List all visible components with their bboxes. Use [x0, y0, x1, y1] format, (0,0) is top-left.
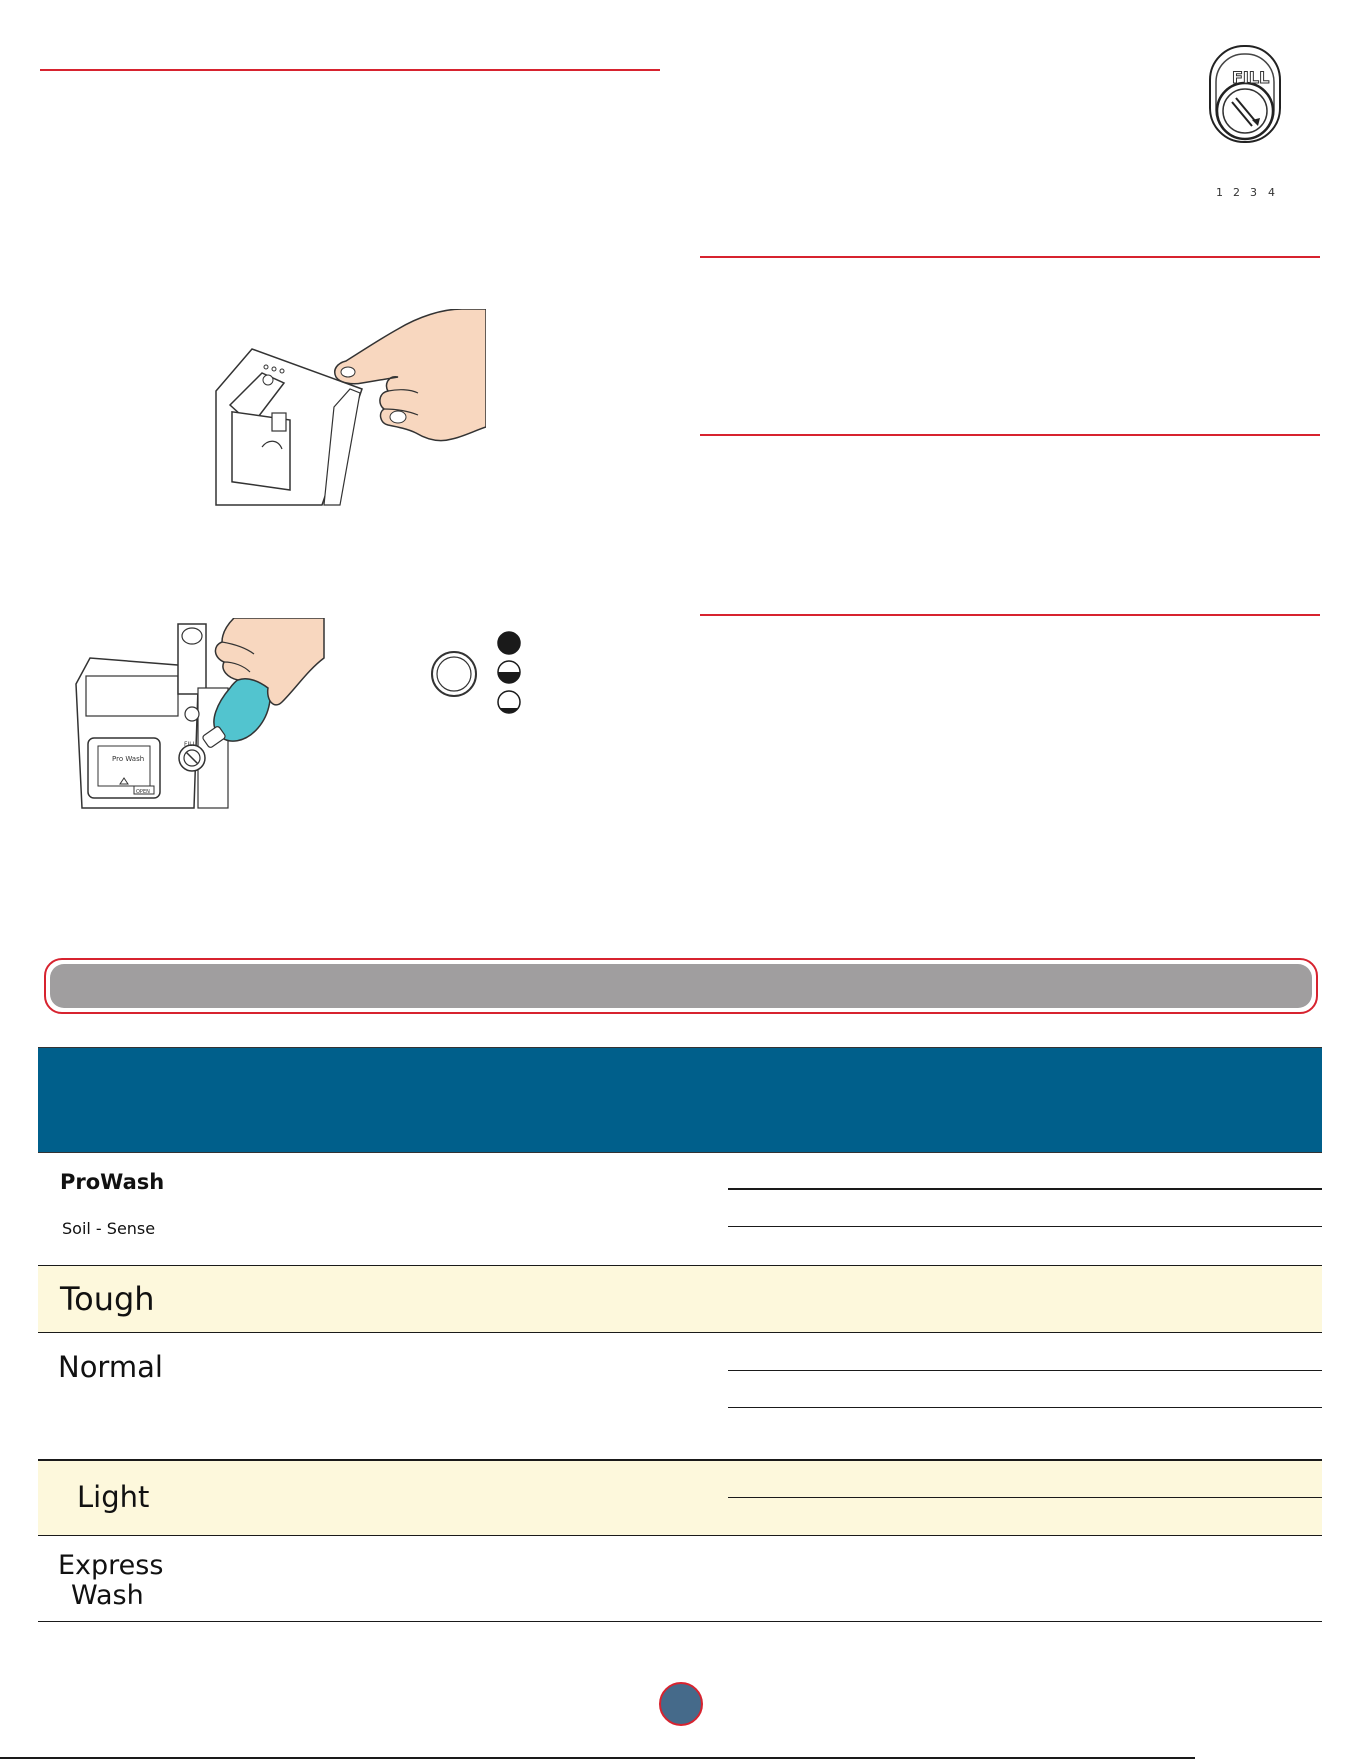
cycle-name-express-line2: Wash	[71, 1580, 144, 1611]
sub-row-divider	[728, 1188, 1322, 1190]
fill-dial-illustration	[1200, 42, 1290, 199]
fill-number-2: 2	[1233, 186, 1240, 199]
page-number-badge	[659, 1682, 703, 1726]
section-rule-top-left	[40, 69, 660, 71]
row-divider	[38, 1265, 1322, 1266]
cycle-name-prowash: ProWash	[60, 1170, 165, 1194]
section-rule-right-3	[700, 614, 1320, 616]
fill-number-3: 3	[1250, 186, 1257, 199]
open-label: OPEN	[136, 789, 150, 795]
cycle-name-normal: Normal	[58, 1350, 163, 1384]
level-full-icon	[498, 632, 520, 654]
sub-row-divider	[728, 1370, 1322, 1371]
cycle-name-light: Light	[77, 1480, 150, 1514]
fill-dial-icon	[1200, 42, 1290, 152]
section-rule-right-2	[700, 434, 1320, 436]
row-divider	[38, 1332, 1322, 1333]
sub-row-divider	[728, 1226, 1322, 1227]
pro-wash-lid-label: Pro Wash	[112, 755, 145, 763]
row-divider	[38, 1459, 1322, 1461]
fill-number-1: 1	[1216, 186, 1223, 199]
fill-dial-label: FILL	[1232, 68, 1270, 87]
cycle-row-tough-bg	[38, 1265, 1322, 1332]
section-rule-right-1	[700, 256, 1320, 258]
cycle-name-express-line1: Express	[58, 1550, 164, 1581]
dispenser-fill-label: FILL	[184, 741, 196, 748]
row-divider	[38, 1535, 1322, 1536]
sub-row-divider	[728, 1497, 1322, 1498]
pouring-rinse-aid-illustration	[70, 618, 330, 818]
sub-row-divider	[728, 1407, 1322, 1408]
section-banner	[44, 958, 1318, 1014]
footer-rule	[0, 1757, 1195, 1759]
rinse-aid-level-indicator	[430, 630, 530, 720]
fill-number-4: 4	[1268, 186, 1275, 199]
cycle-name-soil-sense: Soil - Sense	[62, 1219, 156, 1238]
section-banner-fill	[50, 964, 1312, 1008]
row-divider	[38, 1621, 1322, 1622]
cycle-name-tough: Tough	[60, 1280, 155, 1318]
cycle-table-header	[38, 1047, 1322, 1153]
hand-opening-dispenser-illustration	[212, 309, 486, 507]
